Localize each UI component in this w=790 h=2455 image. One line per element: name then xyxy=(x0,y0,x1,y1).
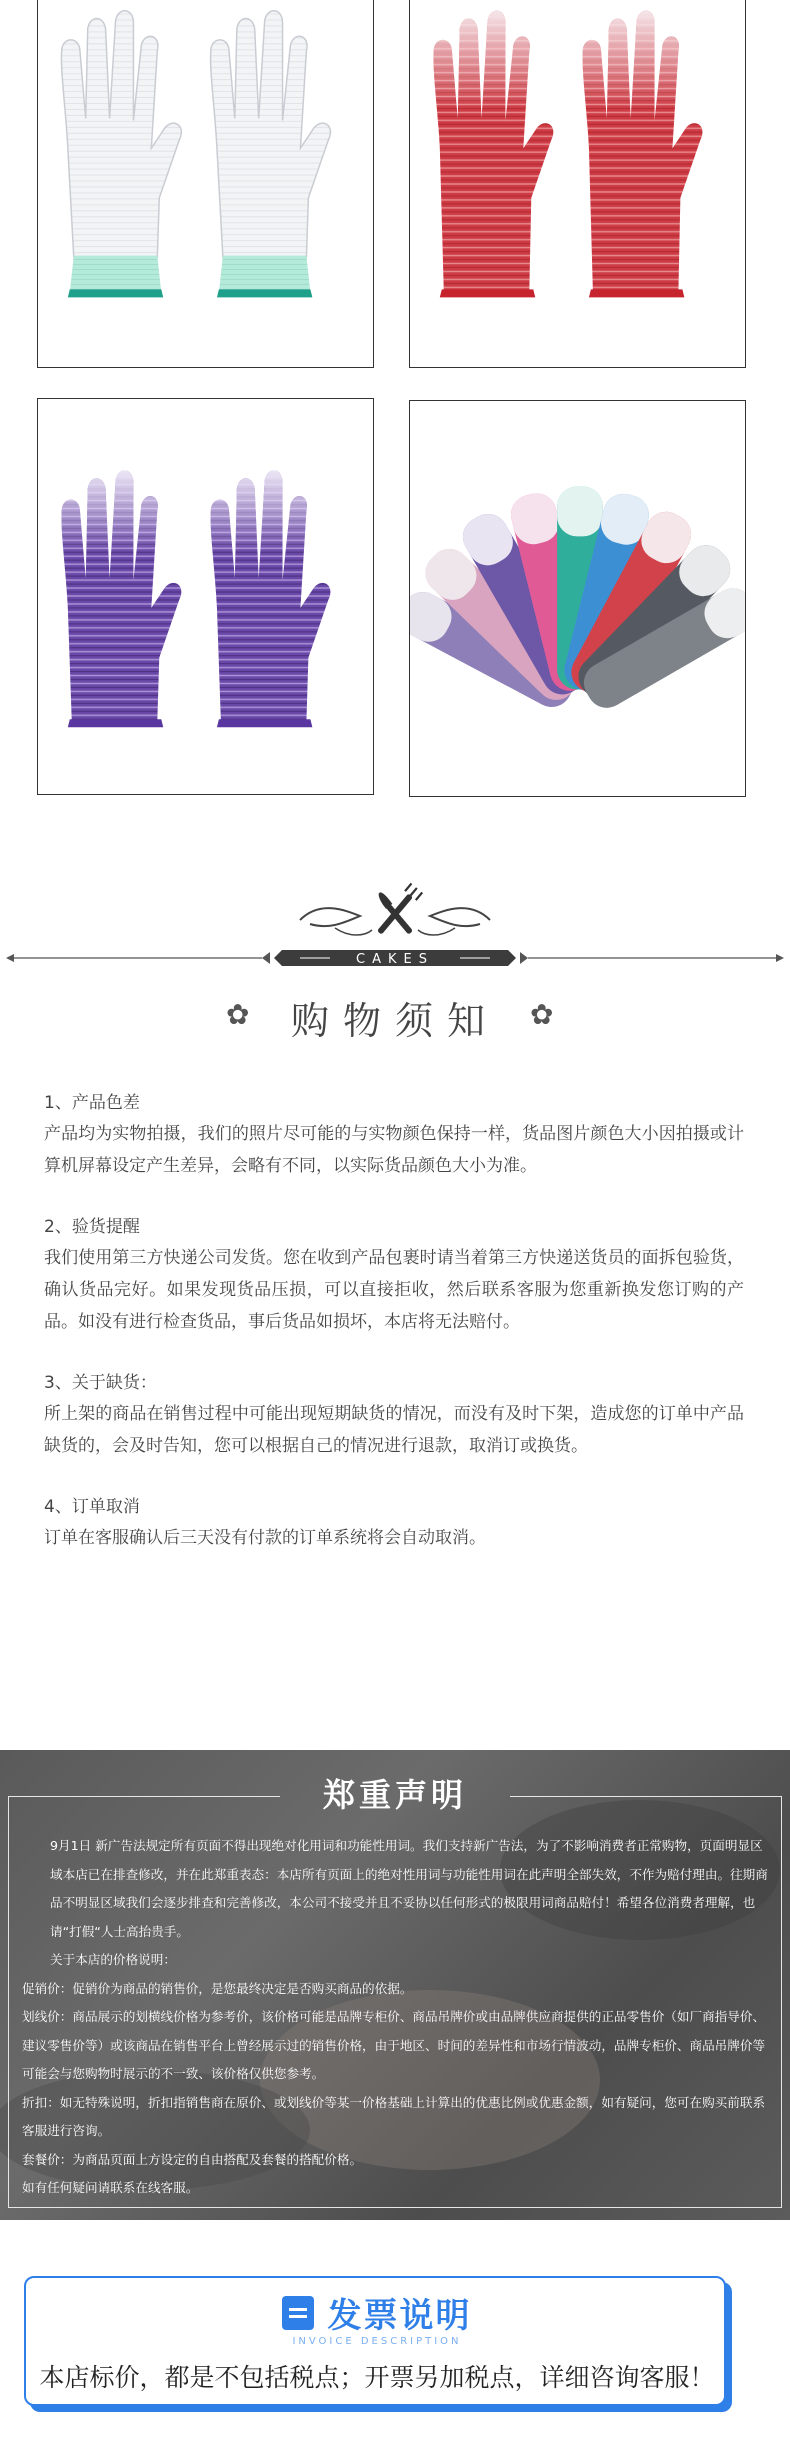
shopping-notice-title: 购物须知 xyxy=(290,999,499,1043)
left-white-glove xyxy=(61,11,181,298)
mixed-color-gloves-photo[interactable] xyxy=(409,400,746,797)
purple-gloves-photo[interactable] xyxy=(37,398,374,795)
strikethrough-price-text: 划线价：商品展示的划横线价格为参考价，该价格可能是品牌专柜价、商品吊牌价或由品牌供应商提供的正品零售价（如厂商指导价、建议零售价等）或该商品在销售平台上曾经展示过的销售价格，由于地区、时间的差异性和市场行情波动，品牌专柜价、商品吊牌价等可能会与您购物时展示的不一致、该价格仅供您参考。 xyxy=(22,2009,766,2081)
notice-section-color-difference xyxy=(44,1088,744,1182)
mixed-gloves-image xyxy=(410,401,745,796)
notice-section-inspection xyxy=(44,1212,744,1338)
disclaimer-title: 郑重声明 xyxy=(322,1776,467,1814)
product-photo-grid xyxy=(0,0,790,820)
section-heading: 2、验货提醒 xyxy=(44,1217,140,1237)
disclaimer-body xyxy=(22,1832,768,2203)
cakes-label: CAKES xyxy=(356,952,434,967)
title-flourish-right-icon: ✿ xyxy=(530,998,554,1031)
invoice-section xyxy=(0,2260,790,2455)
right-red-glove xyxy=(583,11,703,298)
section-heading: 1、产品色差 xyxy=(44,1093,140,1113)
cakes-ornament-divider xyxy=(0,880,790,1000)
invoice-text: 本店标价，都是不包括税点；开票另加税点，详细咨询客服！ xyxy=(39,2363,715,2392)
section-text: 所上架的商品在销售过程中可能出现短期缺货的情况，而没有及时下架，造成您的订单中产品缺货的，会及时告知，您可以根据自己的情况进行退款，取消订或换货。 xyxy=(44,1404,744,1456)
invoice-subtitle: INVOICE DESCRIPTION xyxy=(292,2336,462,2347)
shopping-notice-body xyxy=(44,1088,744,1584)
left-red-glove xyxy=(433,11,553,298)
red-gloves-image xyxy=(410,0,745,367)
crossed-fork-knife-icon xyxy=(374,883,422,936)
right-purple-glove xyxy=(211,470,331,727)
left-purple-glove xyxy=(61,470,181,727)
notice-section-order-cancel xyxy=(44,1492,744,1554)
section-heading: 4、订单取消 xyxy=(44,1497,140,1517)
section-heading: 3、关于缺货： xyxy=(44,1373,157,1393)
invoice-card xyxy=(24,2276,726,2406)
notice-section-out-of-stock xyxy=(44,1368,744,1462)
disclaimer-section xyxy=(0,1750,790,2220)
section-text: 我们使用第三方快递公司发货。您在收到产品包裹时请当着第三方快递送货员的面拆包验货，确认货品完好。如果发现货品压损，可以直接拒收，然后联系客服为您重新换发您订购的产品。如没有进行检查货品，事后货品如损坏，本店将无法赔付。 xyxy=(44,1248,744,1332)
white-gloves-image xyxy=(38,0,373,367)
invoice-heading xyxy=(26,2288,728,2337)
title-flourish-left-icon: ✿ xyxy=(226,998,250,1031)
section-text: 产品均为实物拍摄，我们的照片尽可能的与实物颜色保持一样，货品图片颜色大小因拍摄或计算机屏幕设定产生差异，会略有不同，以实际货品颜色大小为准。 xyxy=(44,1124,744,1176)
purple-gloves-image xyxy=(38,399,373,794)
section-text: 订单在客服确认后三天没有付款的订单系统将会自动取消。 xyxy=(44,1528,486,1548)
shopping-notice-section xyxy=(0,880,790,1740)
promo-price-text: 促销价：促销价为商品的销售价，是您最终决定是否购买商品的依据。 xyxy=(22,1980,413,1996)
right-white-glove xyxy=(211,11,331,298)
bundle-price-text: 套餐价：为商品页面上方设定的自由搭配及套餐的搭配价格。 xyxy=(22,2151,363,2167)
price-explanation-heading: 关于本店的价格说明： xyxy=(50,1952,176,1967)
red-gloves-photo[interactable] xyxy=(409,0,746,368)
white-gloves-photo[interactable] xyxy=(37,0,374,368)
discount-text: 折扣：如无特殊说明，折扣指销售商在原价、或划线价等某一价格基础上计算出的优惠比例或优惠金额，如有疑问，您可在购买前联系客服进行咨询。 xyxy=(22,2094,766,2138)
contact-service-text: 如有任何疑问请联系在线客服。 xyxy=(22,2180,199,2195)
invoice-title: 发票说明 xyxy=(327,2296,472,2336)
disclaimer-paragraph: 9月1日 新广告法规定所有页面不得出现绝对化用词和功能性用词。我们支持新广告法，为了不影响消费者正常购物，页面明显区域本店已在排查修改，并在此郑重表态：本店所有页面上的绝对性用词与功能性用词在此声明全部失效，不作为赔付理由。往期商品不明显区域我们会逐步排查和完善修改，本公司不接受并且不妥协以任何形式的极限用词商品赔付！希望各位消费者理解，也请“打假“人士高抬贵手。 xyxy=(50,1838,768,1939)
invoice-document-icon xyxy=(282,2296,314,2330)
glove-fan xyxy=(410,487,745,715)
